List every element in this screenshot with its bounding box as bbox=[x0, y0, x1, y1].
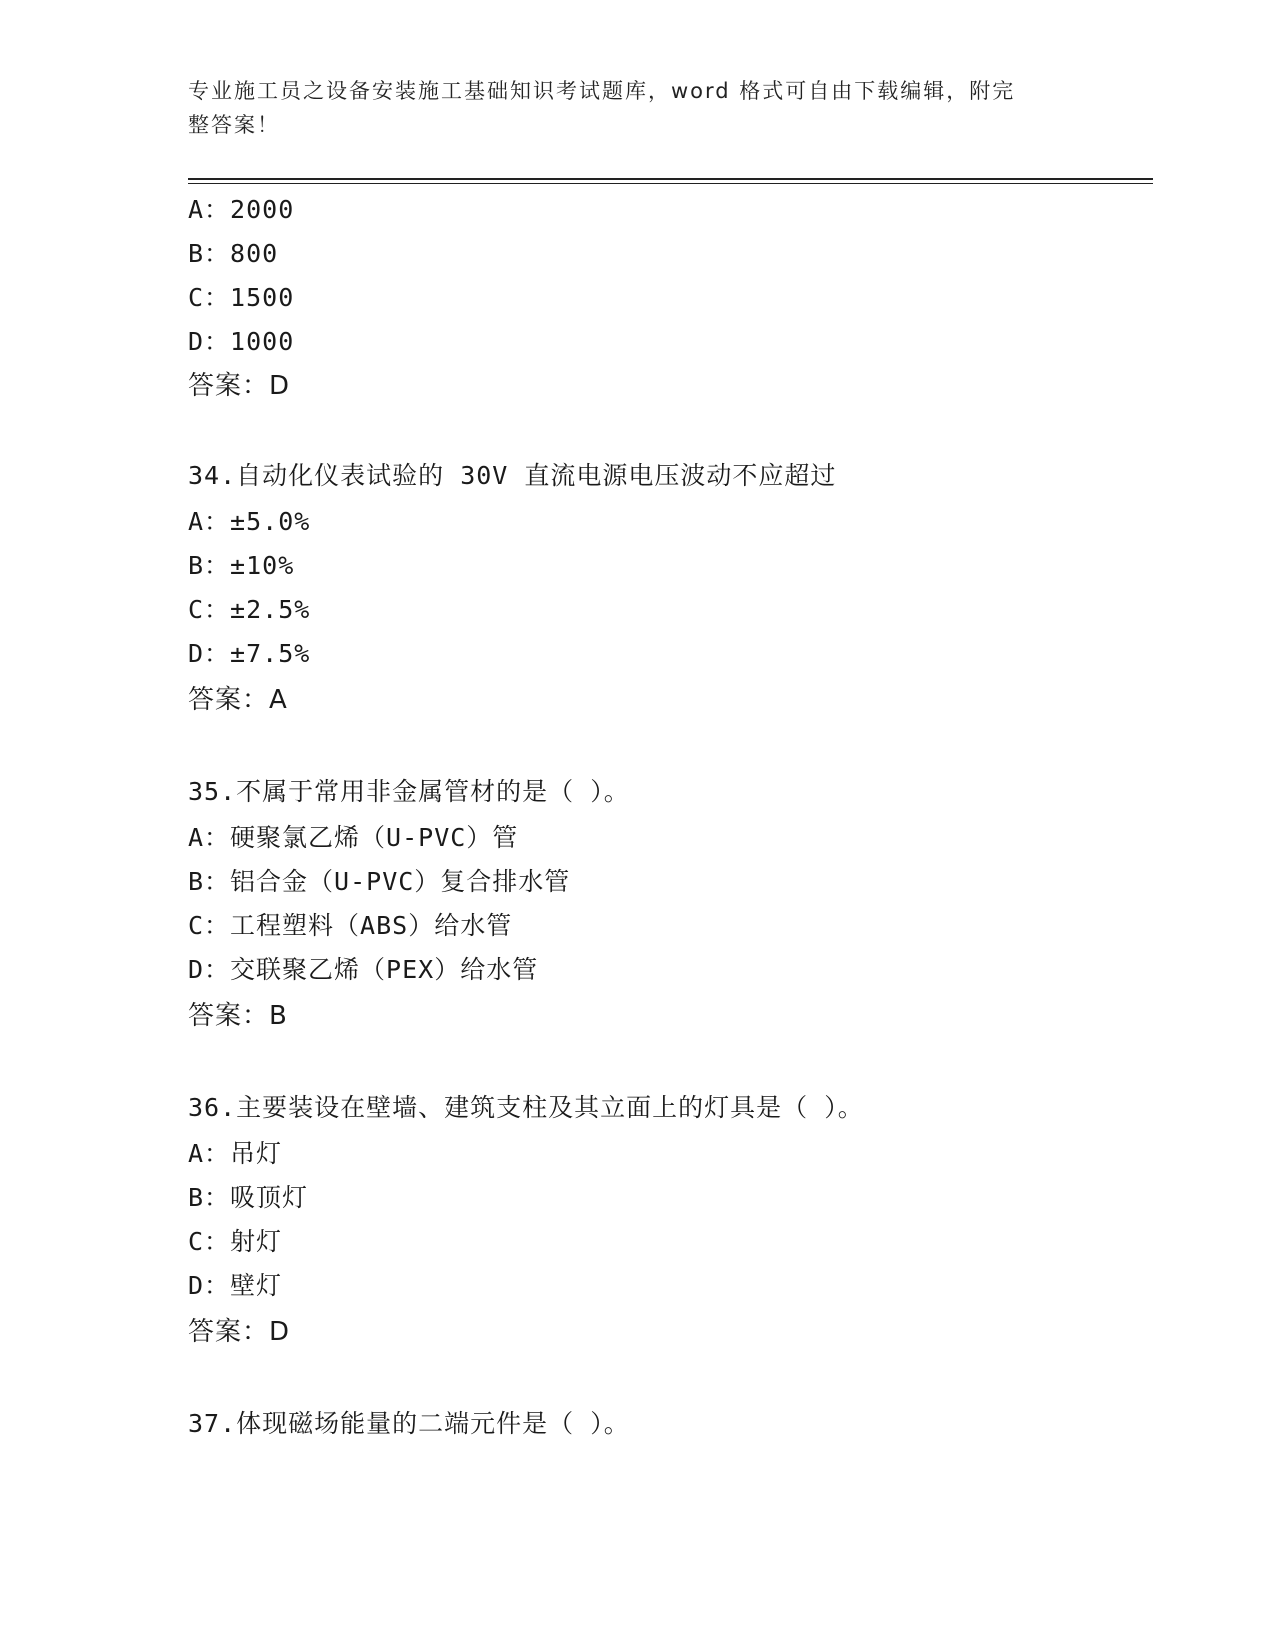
q36-question: 36.主要装设在壁墙、建筑支柱及其立面上的灯具是（ ）。 bbox=[188, 1093, 864, 1122]
q36-option-d: D：壁灯 bbox=[188, 1271, 283, 1300]
q33-option-d: D：1000 bbox=[188, 327, 295, 356]
q35-option-d: D：交联聚乙烯（PEX）给水管 bbox=[188, 955, 539, 984]
header-line-1: 专业施工员之设备安装施工基础知识考试题库，word 格式可自由下载编辑，附完 bbox=[188, 79, 1016, 103]
q36-option-a: A：吊灯 bbox=[188, 1139, 283, 1168]
q34-answer: 答案：A bbox=[188, 685, 288, 715]
q35-question: 35.不属于常用非金属管材的是（ ）。 bbox=[188, 777, 630, 806]
header-line-2: 整答案！ bbox=[188, 113, 280, 137]
q34-option-b: B：±10% bbox=[188, 551, 295, 580]
header-rule-thick bbox=[188, 178, 1153, 180]
q36-option-b: B：吸顶灯 bbox=[188, 1183, 309, 1212]
q35-option-a: A：硬聚氯乙烯（U-PVC）管 bbox=[188, 823, 519, 852]
q33-option-c: C：1500 bbox=[188, 283, 295, 312]
q36-option-c: C：射灯 bbox=[188, 1227, 283, 1256]
document-header bbox=[188, 74, 1088, 142]
q33-option-b: B：800 bbox=[188, 239, 279, 268]
q34-option-c: C：±2.5% bbox=[188, 595, 311, 624]
q34-option-a: A：±5.0% bbox=[188, 507, 311, 536]
q34-question: 34.自动化仪表试验的 30V 直流电源电压波动不应超过 bbox=[188, 461, 837, 490]
q33-answer: 答案：D bbox=[188, 371, 291, 401]
q33-option-a: A：2000 bbox=[188, 195, 295, 224]
q35-option-c: C：工程塑料（ABS）给水管 bbox=[188, 911, 513, 940]
q34-option-d: D：±7.5% bbox=[188, 639, 311, 668]
q36-answer: 答案：D bbox=[188, 1317, 291, 1347]
q37-question: 37.体现磁场能量的二端元件是（ ）。 bbox=[188, 1409, 630, 1438]
q35-option-b: B：铝合金（U-PVC）复合排水管 bbox=[188, 867, 571, 896]
header-rule-thin bbox=[188, 183, 1153, 184]
q35-answer: 答案：B bbox=[188, 1001, 288, 1031]
